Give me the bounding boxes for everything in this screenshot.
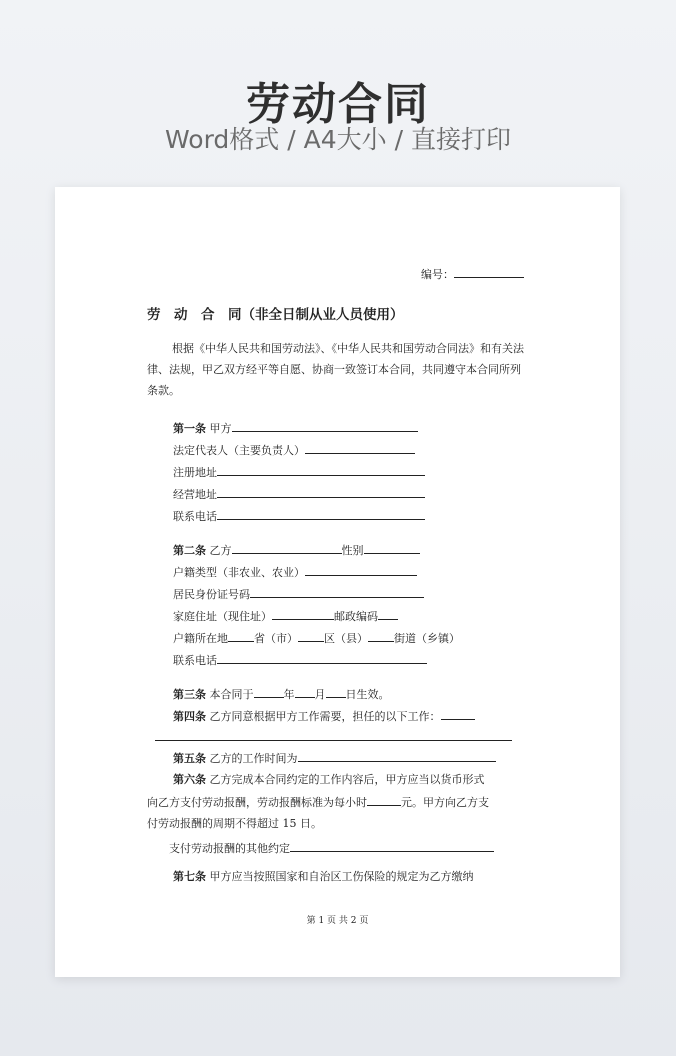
article2-hukou-type: 户籍类型（非农业、农业） xyxy=(173,566,305,579)
article1-phone-row xyxy=(173,507,425,524)
article1-party-blank xyxy=(232,419,418,432)
article2-gender-blank xyxy=(364,541,420,554)
article2-hukou-loc: 户籍所在地 xyxy=(173,632,228,645)
article7-text: 甲方应当按照国家和自治区工伤保险的规定为乙方缴纳 xyxy=(209,870,474,883)
article2-hukou-loc-row xyxy=(173,629,460,646)
article3-day: 日生效。 xyxy=(345,688,390,701)
article3-p1: 本合同于 xyxy=(209,688,254,701)
article6-text-d: 付劳动报酬的周期不得超过 15 日。 xyxy=(147,817,322,830)
preamble: 根据《中华人民共和国劳动法》、《中华人民共和国劳动合同法》和有关法律、法规，甲乙双方经平等自愿、协商一致签订本合同，共同遵守本合同所列条款。 xyxy=(147,342,524,397)
article5-label: 第五条 xyxy=(173,752,206,765)
article7-row xyxy=(173,868,474,884)
document-title xyxy=(147,303,404,323)
title-main: 劳 动 合 同 xyxy=(147,307,242,323)
year-blank xyxy=(254,685,284,698)
street-blank xyxy=(368,629,394,642)
article6-text-a: 乙方完成本合同约定的工作内容后，甲方应当以货币形式 xyxy=(209,773,485,786)
banner-subtitle: Word格式 / A4大小 / 直接打印 xyxy=(165,125,511,154)
article6-line1 xyxy=(173,771,485,787)
article2-label: 第二条 xyxy=(173,544,206,557)
month-blank xyxy=(295,685,315,698)
number-blank xyxy=(454,265,524,278)
article2-phone-blank xyxy=(217,651,427,664)
other-payment-label: 支付劳动报酬的其他约定 xyxy=(169,842,290,855)
article4-text: 乙方同意根据甲方工作需要，担任的以下工作： xyxy=(209,710,441,723)
article2-address-blank xyxy=(272,607,334,620)
article1-reg-addr: 注册地址 xyxy=(173,466,217,479)
article1-biz-row xyxy=(173,485,425,502)
banner-title: 劳动合同 xyxy=(246,79,430,130)
document-number xyxy=(421,265,524,282)
article2-gender: 性别 xyxy=(341,544,364,557)
article1-label: 第一条 xyxy=(173,422,206,435)
article6-text-b: 向乙方支付劳动报酬，劳动报酬标准为每小时 xyxy=(147,796,367,809)
article1-rep-row xyxy=(173,441,415,458)
article2-phone: 联系电话 xyxy=(173,654,217,667)
article1-rep: 法定代表人（主要负责人） xyxy=(173,444,305,457)
article2-hukou-type-row xyxy=(173,563,417,580)
article1-biz-blank xyxy=(217,485,425,498)
article1-phone-blank xyxy=(217,507,425,520)
article2-party-row xyxy=(173,541,420,558)
other-payment-blank xyxy=(290,839,494,852)
district-blank xyxy=(298,629,324,642)
province-blank xyxy=(228,629,254,642)
article2-id-blank xyxy=(250,585,424,598)
article4-continuation-line xyxy=(155,740,512,741)
title-sub: （非全日制从业人员使用） xyxy=(241,307,404,323)
day-blank xyxy=(326,685,346,698)
article2-phone-row xyxy=(173,651,427,668)
article2-party-blank xyxy=(232,541,342,554)
article3-label: 第三条 xyxy=(173,688,206,701)
article2-postcode: 邮政编码 xyxy=(334,610,378,623)
article5-text: 乙方的工作时间为 xyxy=(209,752,298,765)
number-label: 编号： xyxy=(421,268,454,281)
article1-phone: 联系电话 xyxy=(173,510,217,523)
article1-reg-row xyxy=(173,463,425,480)
article6-line3 xyxy=(147,815,322,831)
article3-row xyxy=(173,685,390,702)
article2-address-row xyxy=(173,607,398,624)
article1-biz-addr: 经营地址 xyxy=(173,488,217,501)
article4-row xyxy=(173,707,475,724)
article2-id-no: 居民身份证号码 xyxy=(173,588,250,601)
article1-party-row xyxy=(173,419,418,436)
page-footer: 第 1 页 共 2 页 xyxy=(306,916,369,926)
article4-blank xyxy=(441,707,475,720)
article2-id-row xyxy=(173,585,424,602)
article4-label: 第四条 xyxy=(173,710,206,723)
hourly-rate-blank xyxy=(367,793,401,806)
article1-party: 甲方 xyxy=(209,422,232,435)
article2-street: 街道（乡镇） xyxy=(394,632,460,645)
article5-row xyxy=(173,749,496,766)
article2-hukou-type-blank xyxy=(305,563,417,576)
article2-province: 省（市） xyxy=(254,632,298,645)
article7-label: 第七条 xyxy=(173,870,206,883)
article6-label: 第六条 xyxy=(173,773,206,786)
article6-line2 xyxy=(147,793,489,810)
article3-month: 月 xyxy=(314,688,326,701)
article6-text-c: 元。甲方向乙方支 xyxy=(401,796,489,809)
other-payment-row xyxy=(169,839,494,856)
article5-blank xyxy=(298,749,496,762)
article3-year: 年 xyxy=(283,688,295,701)
article2-party: 乙方 xyxy=(209,544,232,557)
article2-district: 区（县） xyxy=(324,632,368,645)
article1-reg-blank xyxy=(217,463,425,476)
document-page xyxy=(55,187,620,977)
article2-address: 家庭住址（现住址） xyxy=(173,610,272,623)
article2-postcode-blank xyxy=(378,607,398,620)
article1-rep-blank xyxy=(305,441,415,454)
